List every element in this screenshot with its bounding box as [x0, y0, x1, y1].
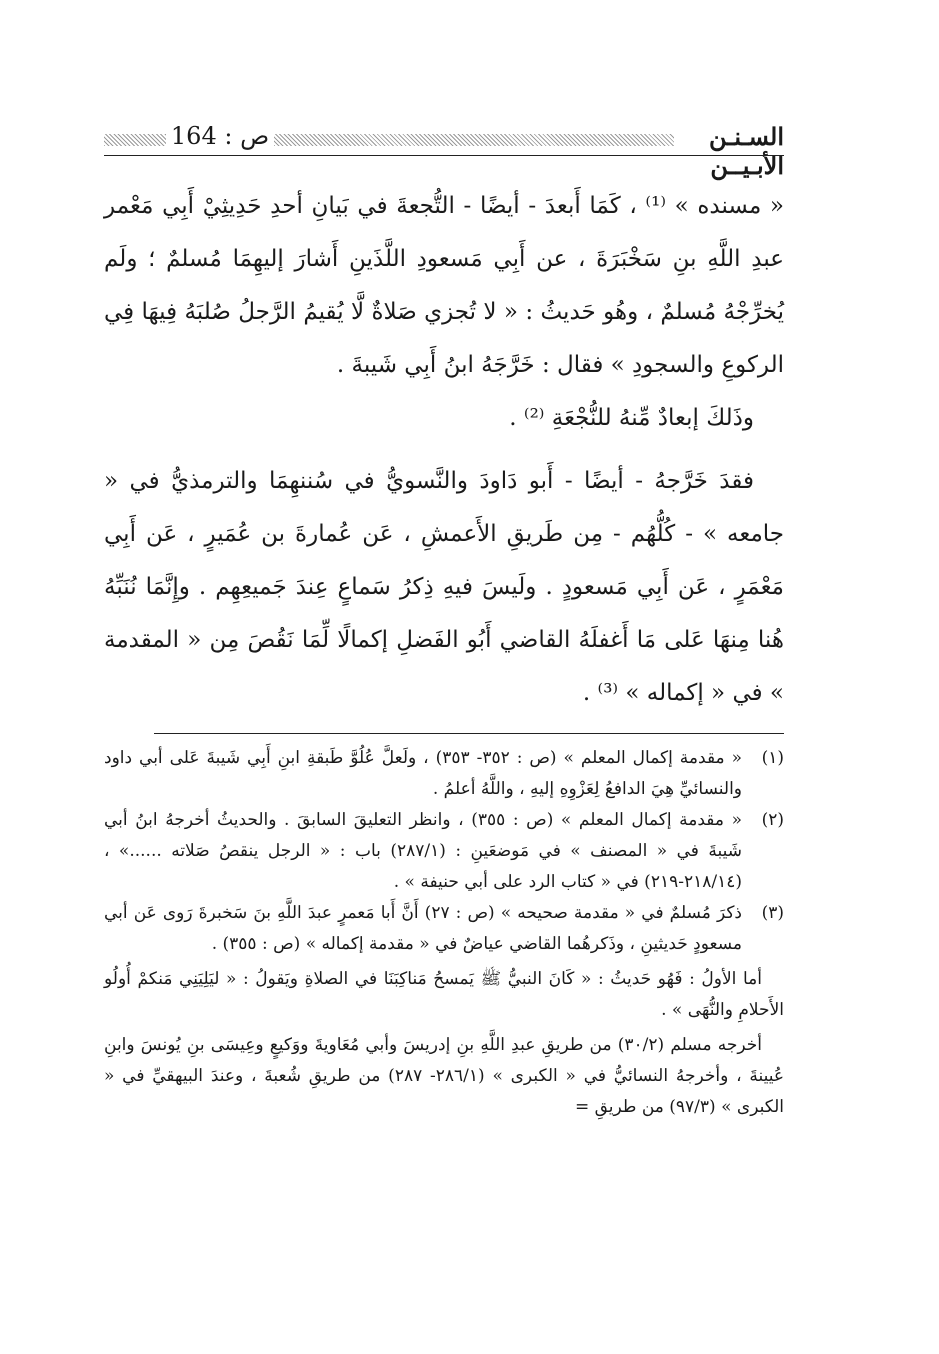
footnote-number: (١): [761, 748, 784, 768]
footnote-text: « مقدمة إكمال المعلم » (ص : ٣٥٥) ، وانظر التعليقَ السابقَ . والحديثُ أخرجهُ ابنُ أبي شَيبةَ في « المصنف » في مَوضعَينِ : (٢٨٧/١) باب : « الرجل ينقصُ صَلاته ......» ، (٢١٨/١٤-٢١٩) في « كتاب الرد على أبي حنيفة » .: [104, 810, 742, 892]
running-title: السـنـن الأبـيــن: [709, 122, 784, 180]
footnote-continuation-1: أما الأولُ : فَهُو حَديثُ : « كَانَ النبيُّ ﷺ يَمسحُ مَناكِبَنَا في الصلاةِ ويَقولُ : « ليَلِيَنِي مَنكمْ أُولُو الأَحلامِ والنُّهَى » .: [104, 969, 784, 1020]
footnote-continuation-2: أخرجه مسلم (٣٠/٢) من طريقِ عبدِ اللَّهِ بنِ إدريسَ وأبي مُعَاويةَ ووَكيعٍ وعِيسَى بنِ يُونسَ وابنِ عُيينةَ ، وأخرجهُ النسائيُّ في « الكبرى » (٢٨٦/١- ٢٨٧) من طريقِ شُعبةَ ، وعندَ البيهقيِّ في « الكبرى » (٩٧/٣) من طريقِ =: [104, 1035, 784, 1117]
footnote-text: ذكرَ مُسلمٌ في « مقدمة صحيحه » (ص : ٢٧) أَنَّ أَبا مَعمرٍ عبدَ اللَّهِ بنَ سَخبرةَ رَوى عَن أبي مسعودٍ حَديثينِ ، وذَكرهُما القاضي عياضٌ في « مقدمة إكماله » (ص : ٣٥٥) .: [104, 903, 742, 954]
footnote-separator: [154, 733, 784, 734]
page-number: ص : 164: [170, 122, 270, 150]
main-text: [104, 180, 784, 720]
header-rule: [104, 155, 784, 156]
page-header: [104, 118, 784, 180]
header-ornament-left: [104, 134, 166, 146]
footnote-text: « مقدمة إكمال المعلم » (ص : ٣٥٢- ٣٥٣) ، ولَعلَّ عُلُوَّ طَبقةِ ابنِ أَبِي شَيبةَ عَلى أبي داود والنسائيِّ هِيَ الدافعُ لِعَزْوِهِ إليهِ ، واللَّهُ أعلمُ .: [104, 748, 742, 799]
footnote-number: (٢): [761, 810, 784, 830]
paragraph-3: فقدَ خَرَّجهُ - أيضًا - أَبو دَاودَ والنَّسويُّ في سُننهِمَا والترمذيُّ في « جامعه » - كُلُّهُم - مِن طَريقِ الأَعمشِ ، عَن عُمارةَ بن عُمَيرٍ ، عَن أَبِي مَعْمَرٍ ، عَن أَبِي مَسعودٍ . ولَيسَ فيهِ ذِكرُ سَماعٍ عِندَ جَميعِهِم . وإِنَّمَا نُنَبِّهُ هُنا مِنهَا عَلى مَا أَغفلَهُ القاضي أَبُو الفَضلِ إكمالًا لِّمَا نَقُصَ مِن « المقدمة » في « إكماله » ⁽³⁾ .: [104, 468, 784, 706]
paragraph-2: وذَلكَ إبعادٌ مِّنهُ للنُّجْعَةِ ⁽²⁾ .: [509, 405, 754, 431]
footnote-number: (٣): [761, 903, 784, 923]
footnote-3: [104, 898, 784, 960]
paragraph-1: « مسنده » ⁽¹⁾ ، كَمَا أَبعدَ - أيضًا - التُّجعةَ في بَيانِ أحدِ حَدِيثِيْ أَبِي مَعْمر عبدِ اللَّهِ بنِ سَخْبَرَةَ ، عن أَبِي مَسعودِ اللَّذَينِ أَشارَ إليهِمَا مُسلمٌ ؛ ولَم يُخرِّجْهُ مُسلمٌ ، وهُو حَديثُ : « لا تُجزي صَلاةٌ لَّا يُقيمُ الرَّجلُ صُلبَهُ فِيهَا فِي الركوعِ والسجودِ » فقال : خَرَّجَهُ ابنُ أَبِي شَيبةَ .: [104, 193, 784, 378]
footnote-1: [104, 743, 784, 805]
footnote-2: [104, 805, 784, 898]
footnotes: [104, 743, 784, 1123]
header-ornament-middle: [274, 134, 674, 146]
